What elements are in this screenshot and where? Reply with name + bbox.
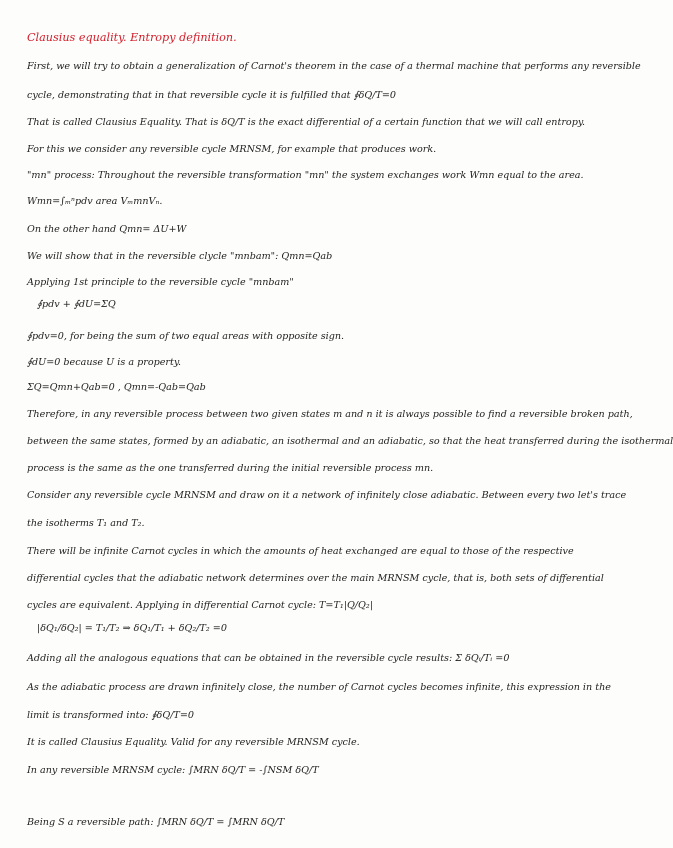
carnot-ratio-equation: |δQ₁/δQ₂| = T₁/T₂ ⇒ δQ₁/T₁ + δQ₂/T₂ =0: [37, 623, 227, 634]
text-line-2: cycle, demonstrating that in that reversible cycle it is fulfilled that ∮δQ/T=0: [27, 90, 396, 101]
first-principle-equation: ∮pdv + ∮dU=ΣQ: [37, 299, 116, 310]
text-line-15: between the same states, formed by an adiabatic, an isothermal and an adiabatic, so that the heat transferred during the isothermal: [27, 436, 673, 447]
work-integral: Wmn=∫ₘⁿpdv area VₘmnVₙ.: [27, 196, 163, 207]
reversible-path-equation: Being S a reversible path: ∫MRN δQ/T = ∫MRN δQ/T: [27, 817, 285, 828]
text-line-14: Therefore, in any reversible process between two given states m and n it is always possible to find a reversible broken path,: [27, 409, 633, 420]
text-line-3: That is called Clausius Equality. That is δQ/T is the exact differential of a certain function that we will call entropy.: [27, 117, 586, 128]
text-line-7: On the other hand Qmn= ΔU+W: [27, 224, 187, 235]
text-line-1: First, we will try to obtain a generalization of Carnot's theorem in the case of a thermal machine that performs any reversible: [27, 61, 641, 72]
text-line-24: As the adiabatic process are drawn infinitely close, the number of Carnot cycles becomes infinite, this expression in the: [27, 682, 611, 693]
text-line-11: ∮pdv=0, for being the sum of two equal areas with opposite sign.: [27, 331, 345, 342]
text-line-16: process is the same as the one transferred during the initial reversible process mn.: [27, 463, 434, 474]
text-line-20: differential cycles that the adiabatic network determines over the main MRNSM cycle, that is, both sets of differential: [27, 573, 604, 584]
text-line-4: For this we consider any reversible cycle MRNSM, for example that produces work.: [27, 144, 437, 155]
text-line-5: "mn" process: Throughout the reversible transformation "mn" the system exchanges work Wmn equal to the area.: [27, 170, 584, 181]
text-line-19: There will be infinite Carnot cycles in which the amounts of heat exchanged are equal to those of the respective: [27, 546, 574, 557]
clausius-limit-equation: limit is transformed into: ∮δQ/T=0: [27, 710, 194, 721]
text-line-21: cycles are equivalent. Applying in differential Carnot cycle: T=T₁|Q/Q₂|: [27, 600, 373, 611]
text-line-12: ∮dU=0 because U is a property.: [27, 357, 182, 368]
text-line-17: Consider any reversible cycle MRNSM and draw on it a network of infinitely close adiabatic. Between every two let's trace: [27, 490, 627, 501]
heat-sum-equation: ΣQ=Qmn+Qab=0 , Qmn=-Qab=Qab: [27, 382, 206, 393]
text-line-9: Applying 1st principle to the reversible cycle "mnbam": [27, 277, 294, 288]
text-line-18: the isotherms T₁ and T₂.: [27, 518, 145, 529]
integral-equality: In any reversible MRNSM cycle: ∫MRN δQ/T = -∫NSM δQ/T: [27, 765, 319, 776]
text-line-26: It is called Clausius Equality. Valid for any reversible MRNSM cycle.: [27, 737, 360, 748]
page-title: Clausius equality. Entropy definition.: [27, 31, 237, 44]
text-line-23: Adding all the analogous equations that can be obtained in the reversible cycle results: Σ δQᵢ/Tᵢ =0: [27, 653, 510, 664]
text-line-8: We will show that in the reversible clycle "mnbam": Qmn=Qab: [27, 251, 333, 262]
